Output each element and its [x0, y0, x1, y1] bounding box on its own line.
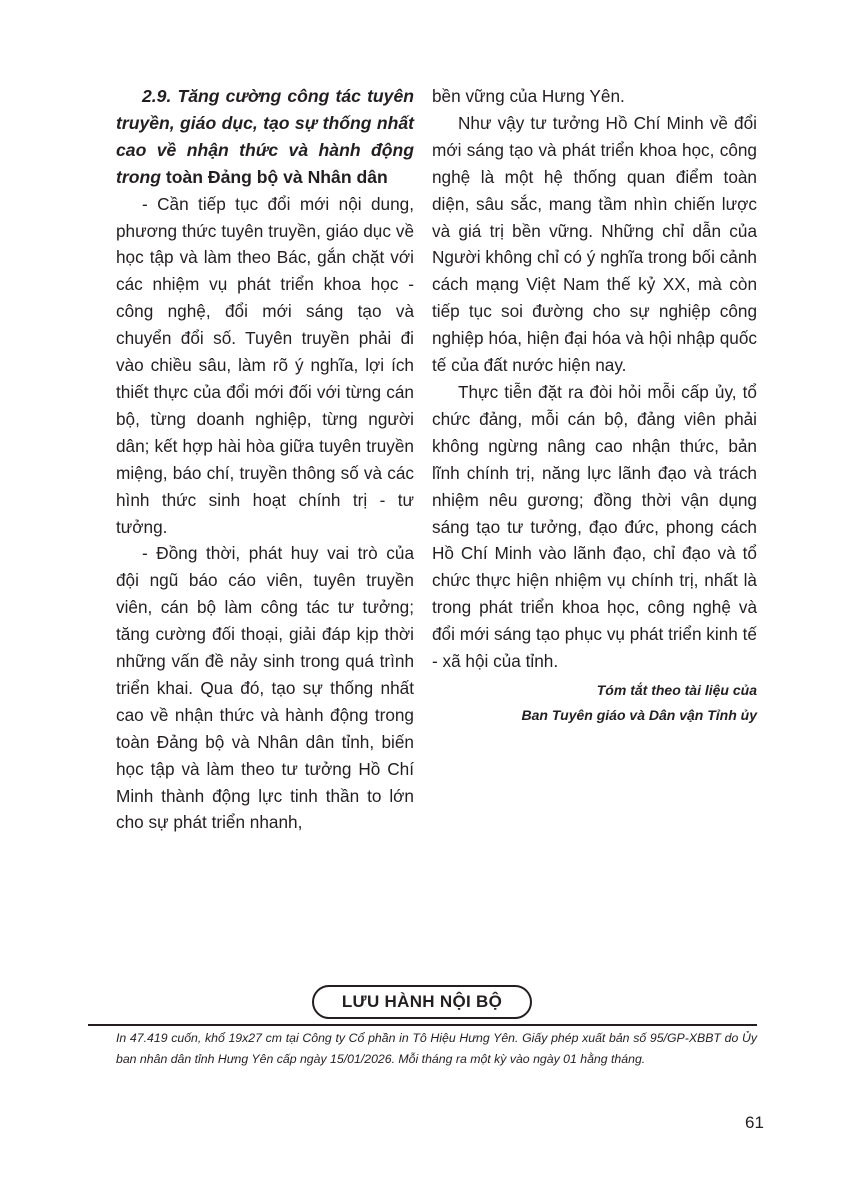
- section-heading-italic: 2.9. Tăng cường công tác tuyên truyền, giáo dục, tạo sự thống nhất cao về nhận thức và hành động trong: [116, 86, 414, 187]
- section-heading: [116, 83, 414, 191]
- paragraph: - Đồng thời, phát huy vai trò của đội ngũ báo cáo viên, tuyên truyền viên, cán bộ làm công tác tư tưởng; tăng cường đối thoại, giải đáp kịp thời những vấn đề nảy sinh trong quá trình triển khai. Qua đó, tạo sự thống nhất cao về nhận thức và hành động trong toàn Đảng bộ và Nhân dân tỉnh, biến học tập và làm theo tư tưởng Hồ Chí Minh thành động lực tinh thần to lớn cho sự phát triển nhanh,: [116, 543, 414, 833]
- imprint-notice: In 47.419 cuốn, khổ 19x27 cm tại Công ty Cổ phần in Tô Hiệu Hưng Yên. Giấy phép xuất bản số 95/GP-XBBT do Ủy ban nhân dân tỉnh Hưng Yên cấp ngày 15/01/2026. Mỗi tháng ra một kỳ vào ngày 01 hằng tháng.: [116, 1031, 757, 1066]
- paragraph-continuation: bền vững của Hưng Yên.: [432, 86, 625, 106]
- source-credit: [432, 677, 757, 728]
- section-heading-bold: toàn Đảng bộ và Nhân dân: [165, 166, 388, 187]
- source-credit-line1: Tóm tắt theo tài liệu của: [596, 681, 757, 698]
- source-credit-line2: Ban Tuyên giáo và Dân vận Tỉnh ủy: [521, 706, 757, 723]
- paragraph: - Cần tiếp tục đổi mới nội dung, phương thức tuyên truyền, giáo dục về học tập và làm theo Bác, gắn chặt với các nhiệm vụ phát triển khoa học - công nghệ, đổi mới sáng tạo và chuyển đổi số. Tuyên truyền phải đi vào chiều sâu, làm rõ ý nghĩa, lợi ích thiết thực của đổi mới đối với từng cán bộ, từng doanh nghiệp, từng người dân; kết hợp hài hòa giữa tuyên truyền miệng, báo chí, truyền thông số và các hình thức sinh hoạt chính trị - tư tưởng.: [116, 193, 414, 537]
- left-column: [116, 83, 414, 836]
- right-column: [432, 83, 757, 728]
- footer-divider: [88, 1024, 757, 1026]
- internal-circulation-badge: LƯU HÀNH NỘI BỘ: [312, 985, 532, 1019]
- paragraph: Thực tiễn đặt ra đòi hỏi mỗi cấp ủy, tổ chức đảng, mỗi cán bộ, đảng viên phải không ngừng nâng cao nhận thức, bản lĩnh chính trị, năng lực lãnh đạo và trách nhiệm nêu gương; đồng thời vận dụng sáng tạo tư tưởng, đạo đức, phong cách Hồ Chí Minh vào lãnh đạo, chỉ đạo và tổ chức thực hiện nhiệm vụ chính trị, nhất là trong phát triển khoa học, công nghệ và đổi mới sáng tạo phục vụ phát triển kinh tế - xã hội của tỉnh.: [432, 381, 757, 672]
- page-number: 61: [745, 1113, 764, 1132]
- paragraph: Như vậy tư tưởng Hồ Chí Minh về đổi mới sáng tạo và phát triển khoa học, công nghệ là một hệ thống quan điểm toàn diện, sâu sắc, mang tầm nhìn chiến lược và giá trị bền vững. Những chỉ dẫn của Người không chỉ có ý nghĩa trong bối cảnh cách mạng Việt Nam thế kỷ XX, mà còn tiếp tục soi đường cho sự nghiệp công nghiệp hóa, hiện đại hóa và hội nhập quốc tế của đất nước hiện nay.: [432, 112, 757, 376]
